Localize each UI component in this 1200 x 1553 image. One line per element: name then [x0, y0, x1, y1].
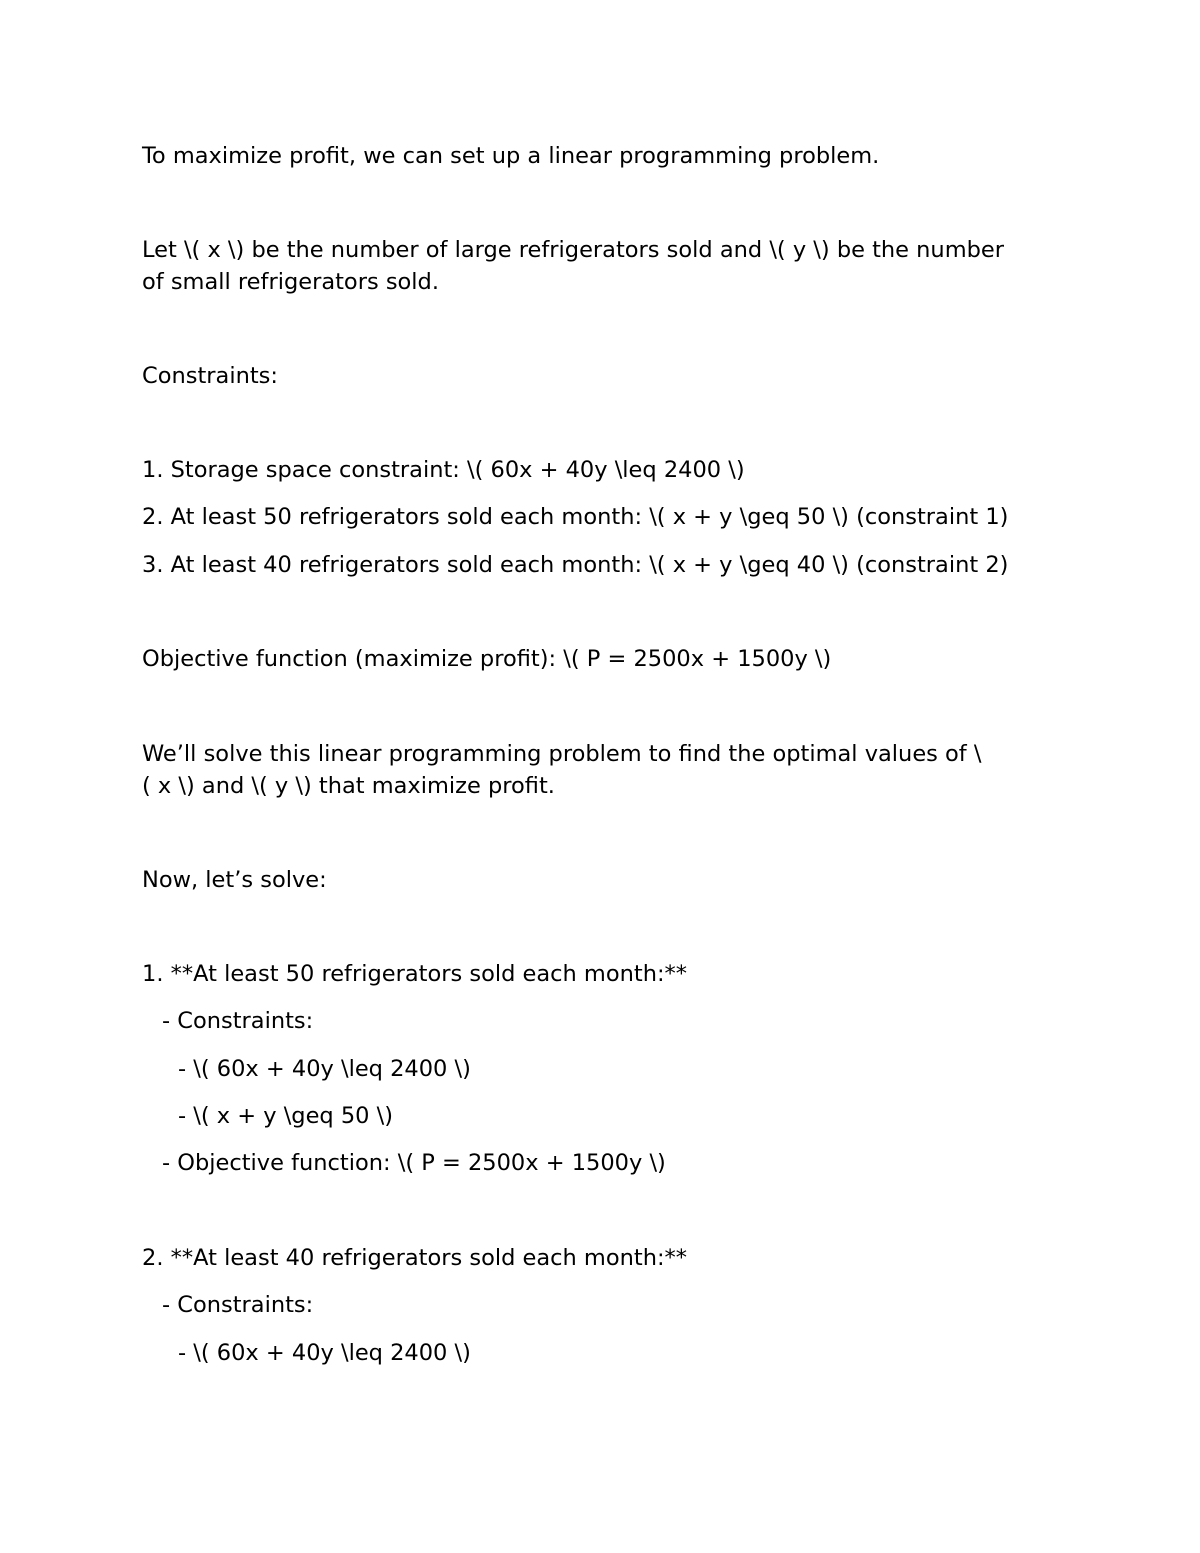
solve-paragraph-line-1: We’ll solve this linear programming problem to find the optimal values of \ — [142, 741, 982, 767]
case2-constraint-a: - \( 60x + 40y \leq 2400 \) — [178, 1340, 471, 1366]
case1-constraint-b: - \( x + y \geq 50 \) — [178, 1103, 394, 1129]
case1-constraint-a: - \( 60x + 40y \leq 2400 \) — [178, 1056, 471, 1082]
now-solve-line: Now, let’s solve: — [142, 867, 327, 893]
case1-constraints-label: - Constraints: — [162, 1008, 314, 1034]
definition-line-1: Let \( x \) be the number of large refrigerators sold and \( y \) be the number — [142, 237, 1004, 263]
solve-paragraph-line-2: ( x \) and \( y \) that maximize profit. — [142, 773, 555, 799]
case1-objective: - Objective function: \( P = 2500x + 1500y \) — [162, 1150, 666, 1176]
case2-constraints-label: - Constraints: — [162, 1292, 314, 1318]
constraint-item-1: 1. Storage space constraint: \( 60x + 40y \leq 2400 \) — [142, 457, 745, 483]
constraint-item-3: 3. At least 40 refrigerators sold each month: \( x + y \geq 40 \) (constraint 2) — [142, 552, 1009, 578]
case2-heading: 2. **At least 40 refrigerators sold each month:** — [142, 1245, 688, 1271]
objective-function: Objective function (maximize profit): \( P = 2500x + 1500y \) — [142, 646, 832, 672]
constraints-heading: Constraints: — [142, 363, 278, 389]
intro-paragraph: To maximize profit, we can set up a linear programming problem. — [142, 143, 880, 169]
case1-heading: 1. **At least 50 refrigerators sold each month:** — [142, 961, 688, 987]
constraint-item-2: 2. At least 50 refrigerators sold each month: \( x + y \geq 50 \) (constraint 1) — [142, 504, 1009, 530]
definition-line-2: of small refrigerators sold. — [142, 269, 439, 295]
